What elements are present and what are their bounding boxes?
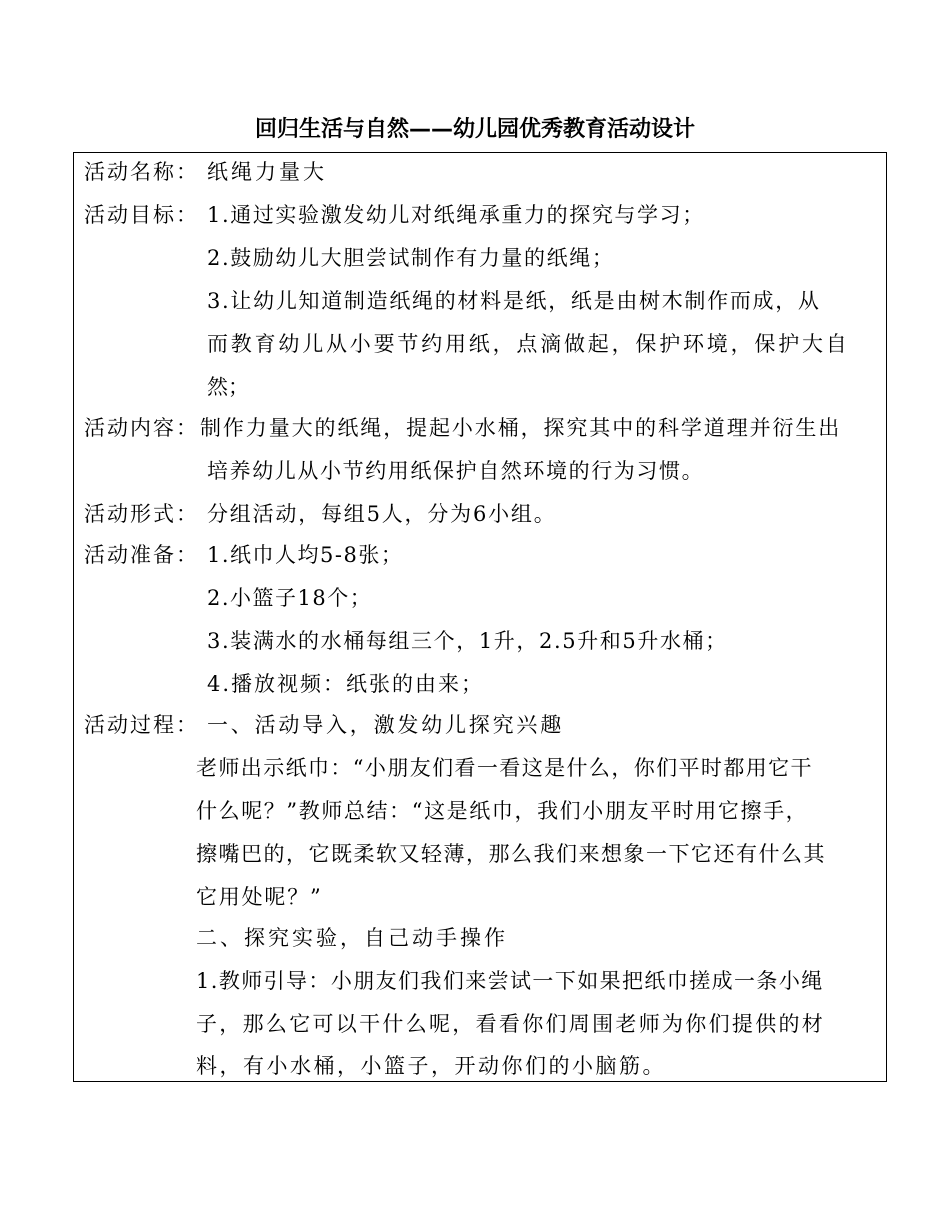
- activity-process-label: 活动过程：: [84, 713, 199, 737]
- activity-name-label: 活动名称：: [84, 160, 199, 184]
- prep-item: 4.播放视频：纸张的由来；: [207, 672, 485, 696]
- activity-form-value: 分组活动，每组5人，分为6小组。: [207, 502, 557, 526]
- process-line: 老师出示纸巾：“小朋友们看一看这是什么，你们平时都用它干: [196, 756, 813, 780]
- process-line: 它用处呢？”: [196, 885, 323, 909]
- activity-prep-label: 活动准备：: [84, 543, 199, 567]
- content-line: 制作力量大的纸绳，提起小水桶，探究其中的科学道理并衍生出: [200, 416, 842, 440]
- activity-form-label: 活动形式：: [84, 502, 199, 526]
- process-line: 1.教师引导：小朋友们我们来尝试一下如果把纸巾搓成一条小绳: [196, 969, 824, 993]
- activity-content-label: 活动内容：: [84, 416, 199, 440]
- goal-item: 3.让幼儿知道制造纸绳的材料是纸，纸是由树木制作而成，从: [207, 289, 821, 313]
- prep-item: 2.小篮子18个；: [207, 586, 373, 610]
- goal-item: 而教育幼儿从小要节约用纸，点滴做起，保护环境，保护大自: [207, 332, 850, 356]
- process-line: 二、探究实验，自己动手操作: [196, 926, 508, 950]
- process-line: 擦嘴巴的，它既柔软又轻薄，那么我们来想象一下它还有什么其: [196, 842, 826, 866]
- prep-item: 1.纸巾人均5-8张；: [207, 543, 404, 567]
- goal-item: 1.通过实验激发幼儿对纸绳承重力的探究与学习；: [207, 203, 705, 227]
- content-line: 培养幼儿从小节约用纸保护自然环境的行为习惯。: [207, 459, 705, 483]
- goal-item: 2.鼓励幼儿大胆尝试制作有力量的纸绳；: [207, 246, 615, 270]
- process-line: 料，有小水桶，小篮子，开动你们的小脑筋。: [196, 1054, 666, 1078]
- document-title: 回归生活与自然——幼儿园优秀教育活动设计: [254, 117, 695, 142]
- activity-name-value: 纸绳力量大: [207, 160, 327, 184]
- activity-goals-label: 活动目标：: [84, 203, 199, 227]
- prep-item: 3.装满水的水桶每组三个，1升，2.5升和5升水桶；: [207, 629, 728, 653]
- goal-item: 然；: [207, 375, 249, 399]
- process-line: 一、活动导入，激发幼儿探究兴趣: [207, 713, 564, 737]
- process-line: 子，那么它可以干什么呢，看看你们周围老师为你们提供的材: [196, 1012, 826, 1036]
- process-line: 什么呢？”教师总结：“这是纸巾，我们小朋友平时用它擦手，: [196, 799, 809, 823]
